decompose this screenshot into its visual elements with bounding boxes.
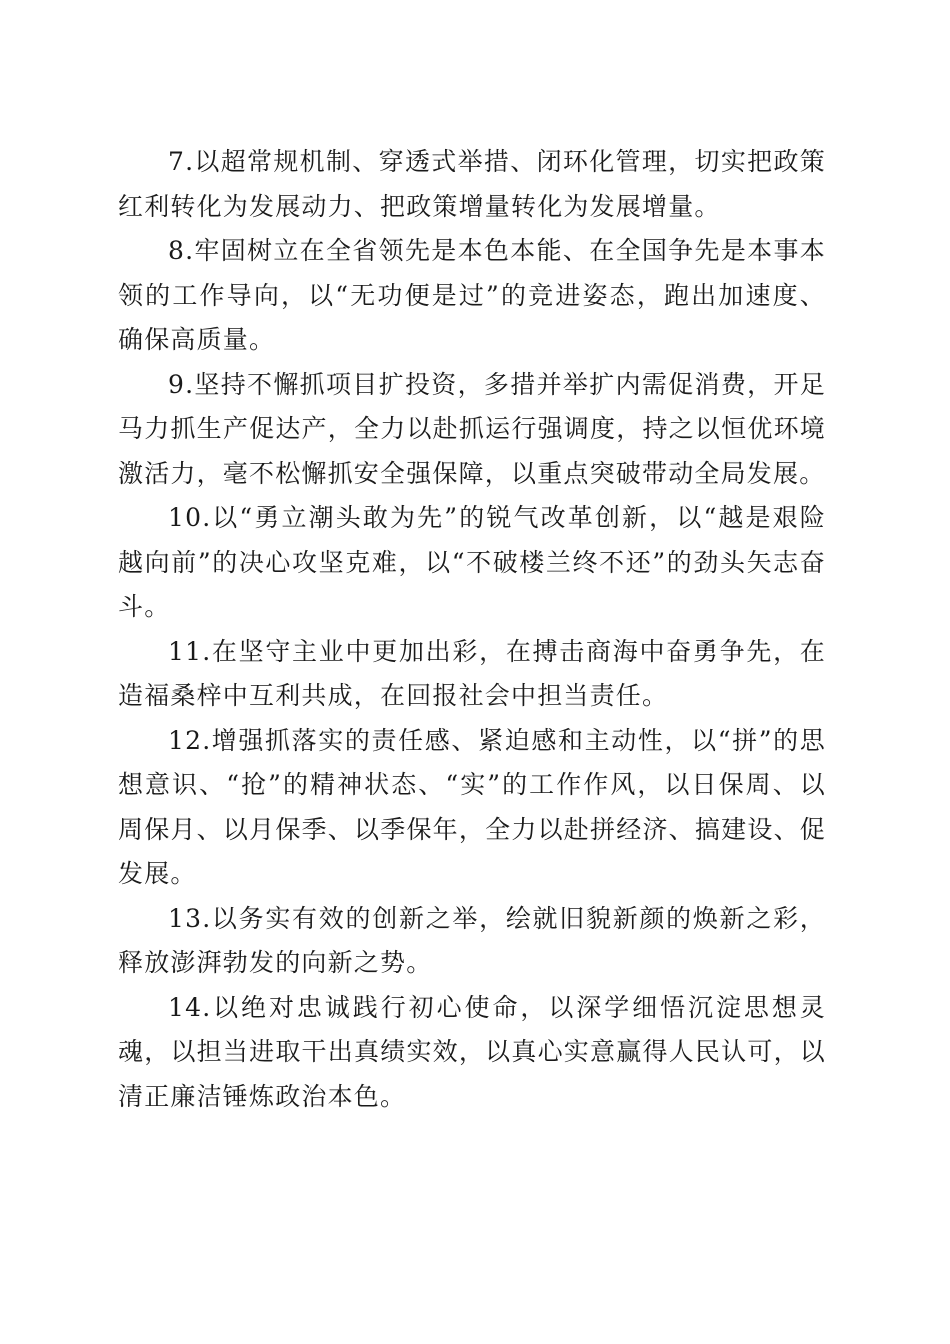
paragraph-12: 12.增强抓落实的责任感、紧迫感和主动性，以“拼”的思想意识、“抢”的精神状态、“实”的工作作风，以日保周、以周保月、以月保季、以季保年，全力以赴拼经济、搞建设、促发展。 [118,725,826,888]
paragraph-7: 7.以超常规机制、穿透式举措、闭环化管理，切实把政策红利转化为发展动力、把政策增量转化为发展增量。 [118,147,826,221]
paragraph-8: 8.牢固树立在全省领先是本色本能、在全国争先是本事本领的工作导向，以“无功便是过”的竞进姿态，跑出加速度、确保高质量。 [118,236,826,354]
paragraph-14: 14.以绝对忠诚践行初心使命，以深学细悟沉淀思想灵魂，以担当进取干出真绩实效，以真心实意赢得人民认可，以清正廉洁锤炼政治本色。 [118,992,826,1111]
paragraph-9: 9.坚持不懈抓项目扩投资，多措并举扩内需促消费，开足马力抓生产促达产，全力以赴抓运行强调度，持之以恒优环境激活力，毫不松懈抓安全强保障，以重点突破带动全局发展。 [118,369,826,488]
paragraph-10: 10.以“勇立潮头敢为先”的锐气改革创新，以“越是艰险越向前”的决心攻坚克难，以“不破楼兰终不还”的劲头矢志奋斗。 [118,503,826,621]
paragraph-13: 13.以务实有效的创新之举，绘就旧貌新颜的焕新之彩，释放澎湃勃发的向新之势。 [118,903,826,977]
paragraph-11: 11.在坚守主业中更加出彩，在搏击商海中奋勇争先，在造福桑梓中互利共成，在回报社会中担当责任。 [118,636,826,710]
document-body [118,140,826,1119]
